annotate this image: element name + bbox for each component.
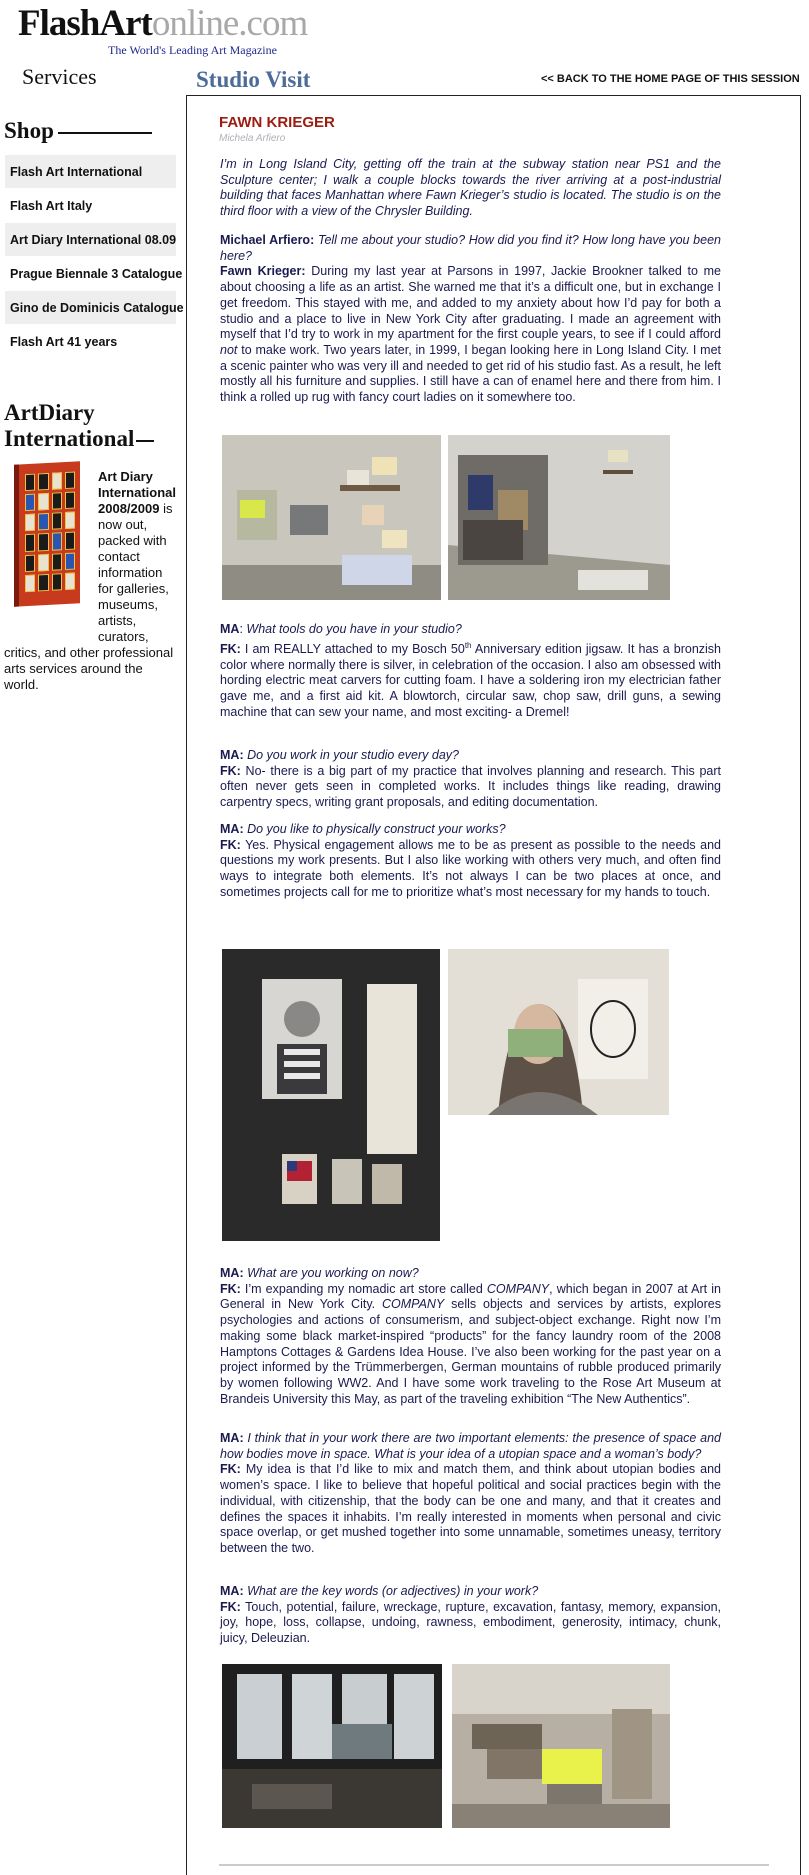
studio-workbench-photo: [452, 1664, 670, 1828]
article-intro: I’m in Long Island City, getting off the train at the subway station near PS1 and the Sculpture center; I walk a couple blocks towards the river arriving at a post-industrial building that faces Manhattan where Fawn Krieger’s studio is located. The studio is on the third floor with a view of the Chrysler Building.: [220, 157, 721, 219]
shop-heading-label: Shop: [4, 118, 54, 143]
answer-text: My idea is that I’d like to mix and match them, and think about utopian bodies and women’s space. I like to believe that hopeful political and social practices begin with the individual, with citizenship, that the body can be one and many, and that it creates and defines the spaces it inhabits. I’m really interested in moments when personal and civic space overlap, or get mushed together into some unnamable, sometimes uneasy, territory between the two.: [220, 1462, 721, 1555]
logo-tagline: The World's Leading Art Magazine: [108, 43, 277, 57]
question-speaker: MA:: [220, 822, 244, 836]
logo-online: online.com: [151, 3, 308, 44]
qa-block-current-work: [220, 1266, 721, 1407]
question-text: What tools do you have in your studio?: [246, 622, 462, 636]
answer-text: During my last year at Parsons in 1997, Jackie Brookner talked to me about choosing a life as an artist. She warned me that it’s a difficult one, but in exchange I get freedom. This stayed with me, and added to my anxiety about how I’d pay for both a studio and a place to live in New York City after graduating. I made an agreement with myself that I’d try to work in my apartment for the first couple years, to see if I could afford not to make work. Two years later, in 1999, I began looking here in Long Island City. I met a scenic painter who was very ill and needed to get rid of his studio fast. As a result, he left mostly all his furniture and supplies. I still have a can of enamel here and there from him. I think a rolled up rug with fancy court ladies on it somewhere too.: [220, 264, 721, 405]
shop-item-flash-art-italy[interactable]: Flash Art Italy: [10, 198, 93, 213]
artdiary-title: Art Diary International 2008/2009: [98, 469, 177, 516]
studio-wall-image: [222, 435, 441, 600]
question-speaker: MA:: [220, 1584, 244, 1598]
answer-text: Yes. Physical engagement allows me to be as present as possible to the needs and questions my work presents. But I also like working with others very much, and often find ways to integrate both elements. It’s not always I can be two places at once, and sometimes projects call for me to prioritize what’s most necessary for my hands to touch.: [220, 837, 722, 899]
artdiary-heading: [4, 400, 174, 452]
qa-block-key-words: [220, 1584, 721, 1647]
qa-block-everyday: [220, 748, 721, 811]
qa-block-tools: MA: What tools do you have in your studio? FK: I am REALLY attached to my Bosch 50th Anniversary edition jigsaw. It has a bronzish color where normally there is silver, in celebration of the occasion. I also am obsessed with hording electric meat carvers for cutting foam. I have a soldering iron my electrician father gave me, and a first aid kit. A blowtorch, circular saw, chop saw, drill guns, a sewing machine that can sew your name, and most exciting- a Dremel!: [220, 622, 722, 719]
question-speaker: Michael Arfiero:: [220, 233, 315, 247]
artdiary-heading-rule: [136, 440, 154, 442]
studio-workbench-image: [452, 1664, 670, 1828]
studio-wall-collage-image: [222, 949, 440, 1241]
answer-speaker: FK:: [220, 1462, 241, 1477]
qa-block-studio: [220, 233, 721, 406]
studio-overview-photo: [448, 435, 670, 600]
article-author: Michela Arfiero: [219, 133, 286, 144]
shop-item-gino-de-dominicis[interactable]: Gino de Dominicis Catalogue: [5, 291, 176, 324]
studio-window-photo: [222, 1664, 442, 1828]
artist-portrait-image: [448, 949, 669, 1115]
back-to-home-link[interactable]: << BACK TO THE HOME PAGE OF THIS SESSION: [541, 73, 800, 85]
shop-item-art-diary-international[interactable]: Art Diary International 08.09: [5, 223, 176, 256]
studio-wall-photo: [222, 435, 441, 600]
question-text: Tell me about your studio? How did you find it? How long have you been here?: [220, 233, 721, 263]
artdiary-heading-line1: ArtDiary: [4, 400, 95, 425]
question-speaker: MA:: [220, 1266, 244, 1280]
answer-speaker: FK:: [220, 837, 241, 852]
services-heading: Services: [22, 64, 97, 89]
shop-heading: [4, 118, 152, 144]
article-title: FAWN KRIEGER: [219, 114, 335, 131]
artdiary-body: is now out, packed with contact information for galleries, museums, artists, curators, critics, and other professional arts services around the world.: [4, 501, 174, 692]
shop-item-flash-art-41-years[interactable]: Flash Art 41 years: [10, 334, 118, 349]
answer-text: I am REALLY attached to my Bosch 50th Anniversary edition jigsaw. It has a bronzish color where normally there is silver, in celebration of the occasion. I also am obsessed with hording electric meat carvers for cutting foam. I have a soldering iron my electrician father gave me, and a first aid kit. A blowtorch, circular saw, chop saw, drill guns, a sewing machine that can sew your name, and most exciting- a Dremel!: [220, 640, 722, 719]
answer-speaker: FK:: [220, 1599, 241, 1614]
logo-wordmark: [18, 3, 308, 44]
studio-overview-image: [448, 435, 670, 600]
section-title: Studio Visit: [196, 67, 311, 92]
shop-item-flash-art-international[interactable]: Flash Art International: [5, 155, 176, 188]
shop-list: [5, 155, 184, 359]
question-speaker: MA:: [220, 1431, 244, 1445]
qa-block-space-body: [220, 1431, 721, 1557]
logo-flash: FlashArt: [18, 3, 152, 44]
answer-speaker: Fawn Krieger:: [220, 264, 306, 279]
question-speaker: MA: [220, 622, 240, 636]
shop-heading-rule: [58, 132, 152, 134]
artist-portrait-photo: [448, 949, 669, 1115]
question-text: Do you like to physically construct your works?: [247, 822, 506, 836]
artdiary-heading-line2: International: [4, 426, 135, 451]
answer-text: I’m expanding my nomadic art store called COMPANY, which began in 2007 at Art in General in New York City. COMPANY sells objects and services by artists, explores psychologies and actions of consumerism, and subject-object exchange. Right now I’m making some black market-inspired “products” for the fancy laundry room of the 2008 Hamptons Cottages & Gardens Idea House. I’ve also been working for the past year on a project informed by the Trümmerbergen, German mountains of rubble produced primarily by women following WW2. And I have some work traveling to the Rose Art Museum at Brandeis University this May, as part of the traveling exhibition “The New Authentics”.: [220, 1281, 721, 1406]
question-speaker: MA:: [220, 748, 244, 762]
answer-speaker: FK:: [220, 641, 241, 656]
answer-text: No- there is a big part of my practice that involves planning and research. This part often never gets seen in completed works. It includes things like reading, drawing carpentry specs, writing grant proposals, and editing documentation.: [220, 763, 721, 810]
answer-speaker: FK:: [220, 1281, 241, 1296]
question-text: What are you working on now?: [247, 1266, 419, 1280]
answer-speaker: FK:: [220, 763, 241, 778]
qa-block-construct: [220, 822, 721, 901]
question-text: Do you work in your studio every day?: [247, 748, 460, 762]
studio-wall-collage-photo: [222, 949, 440, 1241]
question-text: What are the key words (or adjectives) in your work?: [247, 1584, 539, 1598]
studio-window-image: [222, 1664, 442, 1828]
question-text: I think that in your work there are two important elements: the presence of space and how bodies move in space. What is your idea of a utopian space and a woman’s body?: [220, 1431, 721, 1461]
answer-text: Touch, potential, failure, wreckage, rupture, excavation, fantasy, memory, expansion, joy, hope, loss, collapse, undoing, rawness, embodiment, generosity, intimacy, chunk, juicy, Deleuzian.: [220, 1599, 722, 1646]
article-footer-rule: [219, 1864, 769, 1866]
site-logo[interactable]: [18, 3, 308, 57]
shop-item-prague-biennale[interactable]: Prague Biennale 3 Catalogue: [10, 266, 183, 281]
artdiary-description: [4, 469, 176, 693]
